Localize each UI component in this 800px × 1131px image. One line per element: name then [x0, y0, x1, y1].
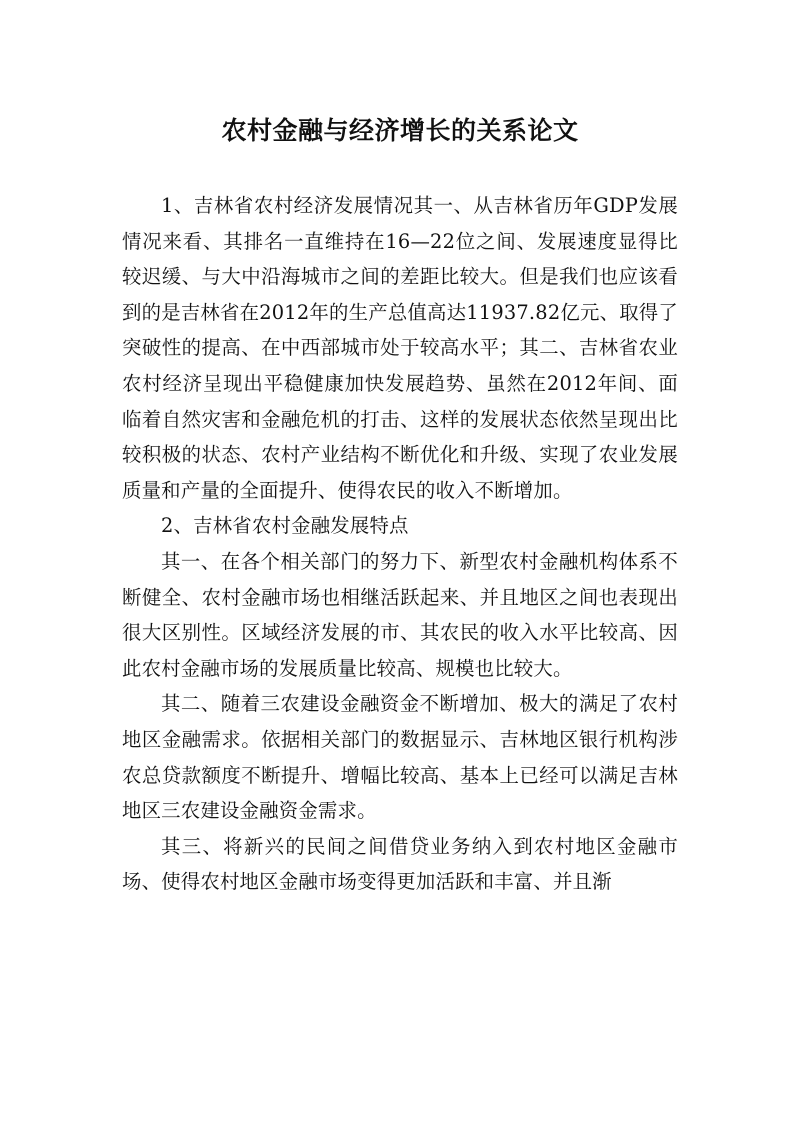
section-heading-rural-finance-features: 2、吉林省农村金融发展特点	[161, 514, 409, 538]
paragraph-jilin-rural-economy: 1、吉林省农村经济发展情况其一、从吉林省历年GDP发展情况来看、其排名一直维持在16—22位之间、发展速度显得比较迟缓、与大中沿海城市之间的差距比较大。但是我们也应该看到的是吉林省在2012年的生产总值高达11937.82亿元、取得了突破性的提高、在中西部城市处于较高水平；其二、吉林省农业农村经济呈现出平稳健康加快发展趋势、虽然在2012年间、面临着自然灾害和金融危机的打击、这样的发展状态依然呈现出比较积极的状态、农村产业结构不断优化和升级、实现了农业发展质量和产量的全面提升、使得农民的收入不断增加。	[122, 194, 678, 502]
paragraph-feature-one: 其一、在各个相关部门的努力下、新型农村金融机构体系不断健全、农村金融市场也相继活跃起来、并且地区之间也表现出很大区别性。区域经济发展的市、其农民的收入水平比较高、因此农村金融市场的发展质量比较高、规模也比较大。	[122, 549, 678, 680]
document-body	[122, 188, 678, 900]
paragraph-feature-two: 其二、随着三农建设金融资金不断增加、极大的满足了农村地区金融需求。依据相关部门的数据显示、吉林地区银行机构涉农总贷款额度不断提升、增幅比较高、基本上已经可以满足吉林地区三农建设金融资金需求。	[122, 692, 678, 823]
paragraph-feature-three: 其三、将新兴的民间之间借贷业务纳入到农村地区金融市场、使得农村地区金融市场变得更加活跃和丰富、并且渐	[122, 834, 678, 894]
document-title: 农村金融与经济增长的关系论文	[221, 115, 579, 145]
